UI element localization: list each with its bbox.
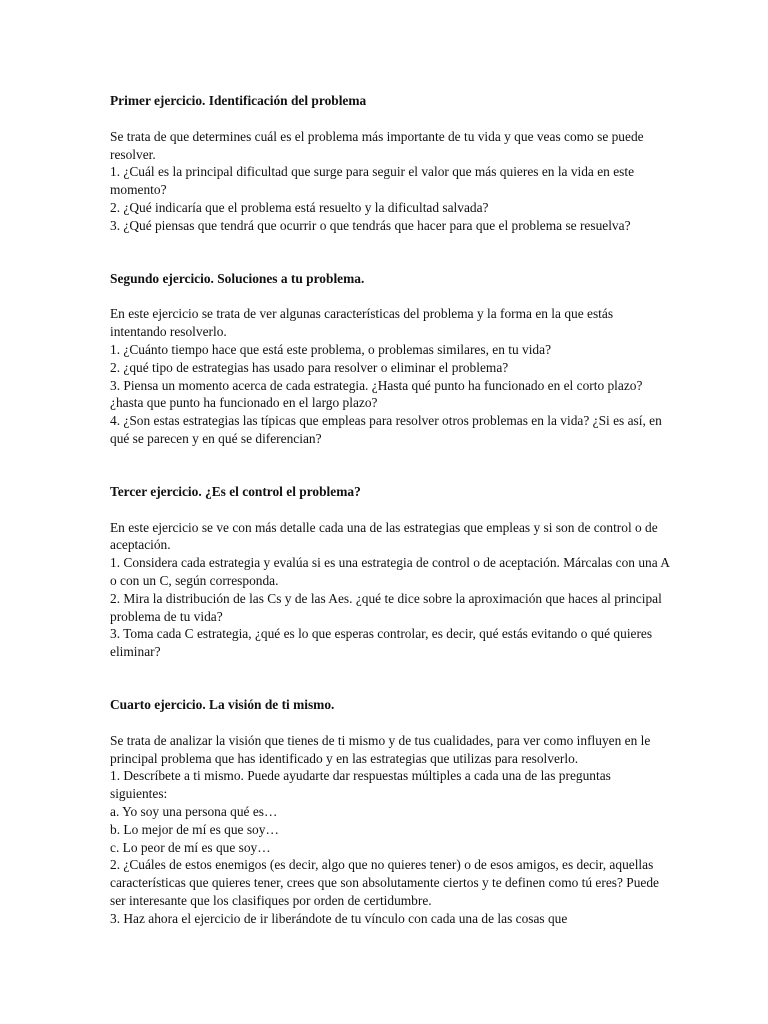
question-line: 2. ¿qué tipo de estrategias has usado para resolver o eliminar el problema? (110, 359, 509, 375)
exercise-intro: En este ejercicio se ve con más detalle cada una de las estrategias que empleas y si son de control o de aceptación. (110, 519, 658, 553)
exercise-heading: Cuarto ejercicio. La visión de ti mismo. (110, 696, 335, 712)
question-line: 3. ¿Qué piensas que tendrá que ocurrir o que tendrás que hacer para que el problema se resuelva? (110, 217, 631, 233)
question-line: 2. Mira la distribución de las Cs y de las Aes. ¿qué te dice sobre la aproximación que haces al principal problema de tu vida? (110, 590, 662, 624)
exercise-intro: Se trata de que determines cuál es el problema más importante de tu vida y que veas como se puede resolver. (110, 128, 644, 162)
question-line: 1. Considera cada estrategia y evalúa si es una estrategia de control o de aceptación. Márcalas con una A o con un C, según corresponda. (110, 555, 670, 588)
document-body (110, 92, 670, 962)
exercise-2 (110, 270, 670, 448)
exercise-heading: Primer ejercicio. Identificación del problema (110, 93, 367, 108)
question-line: 1. ¿Cuál es la principal dificultad que surge para seguir el valor que más quieres en la vida en este momento? (110, 164, 635, 198)
question-line: 3. Piensa un momento acerca de cada estrategia. ¿Hasta qué punto ha funcionado en el corto plazo? ¿hasta que punto ha funcionado en el largo plazo? (110, 377, 643, 411)
exercise-4 (110, 696, 670, 928)
exercise-heading: Segundo ejercicio. Soluciones a tu problema. (110, 270, 365, 286)
option-line: b. Lo mejor de mí es que soy… (110, 821, 279, 837)
exercise-intro: Se trata de analizar la visión que tienes de ti mismo y de tus cualidades, para ver como influyen en le principal problema que has identificado y en las estrategias que utilizas para resolverlo. (110, 732, 651, 766)
option-line: c. Lo peor de mí es que soy… (110, 839, 271, 855)
question-line: 1. ¿Cuánto tiempo hace que está este problema, o problemas similares, en tu vida? (110, 341, 552, 357)
exercise-3 (110, 483, 670, 661)
exercise-intro: En este ejercicio se trata de ver algunas características del problema y la forma en la que estás intentando resolverlo. (110, 306, 614, 340)
question-line: 3. Haz ahora el ejercicio de ir liberándote de tu vínculo con cada una de las cosas que (110, 910, 568, 926)
question-line: 3. Toma cada C estrategia, ¿qué es lo que esperas controlar, es decir, qué estás evitando o qué quieres eliminar? (110, 626, 653, 660)
question-line: 2. ¿Qué indicaría que el problema está resuelto y la dificultad salvada? (110, 199, 489, 215)
exercise-heading: Tercer ejercicio. ¿Es el control el problema? (110, 483, 361, 499)
question-line: 1. Descríbete a ti mismo. Puede ayudarte dar respuestas múltiples a cada una de las preguntas siguientes: (110, 768, 611, 802)
exercise-1 (110, 92, 670, 235)
question-line: 4. ¿Son estas estrategias las típicas que empleas para resolver otros problemas en la vida? ¿Si es así, en qué se parecen y en qué se diferencian? (110, 413, 662, 446)
question-line: 2. ¿Cuáles de estos enemigos (es decir, algo que no quieres tener) o de esos amigos, es decir, aquellas características que quieres tener, crees que son absolutamente ciertos y te definen como tú eres? Puede ser interesante que los clasifiques por orden de certidumbre. (110, 857, 659, 908)
option-line: a. Yo soy una persona qué es… (110, 803, 278, 819)
